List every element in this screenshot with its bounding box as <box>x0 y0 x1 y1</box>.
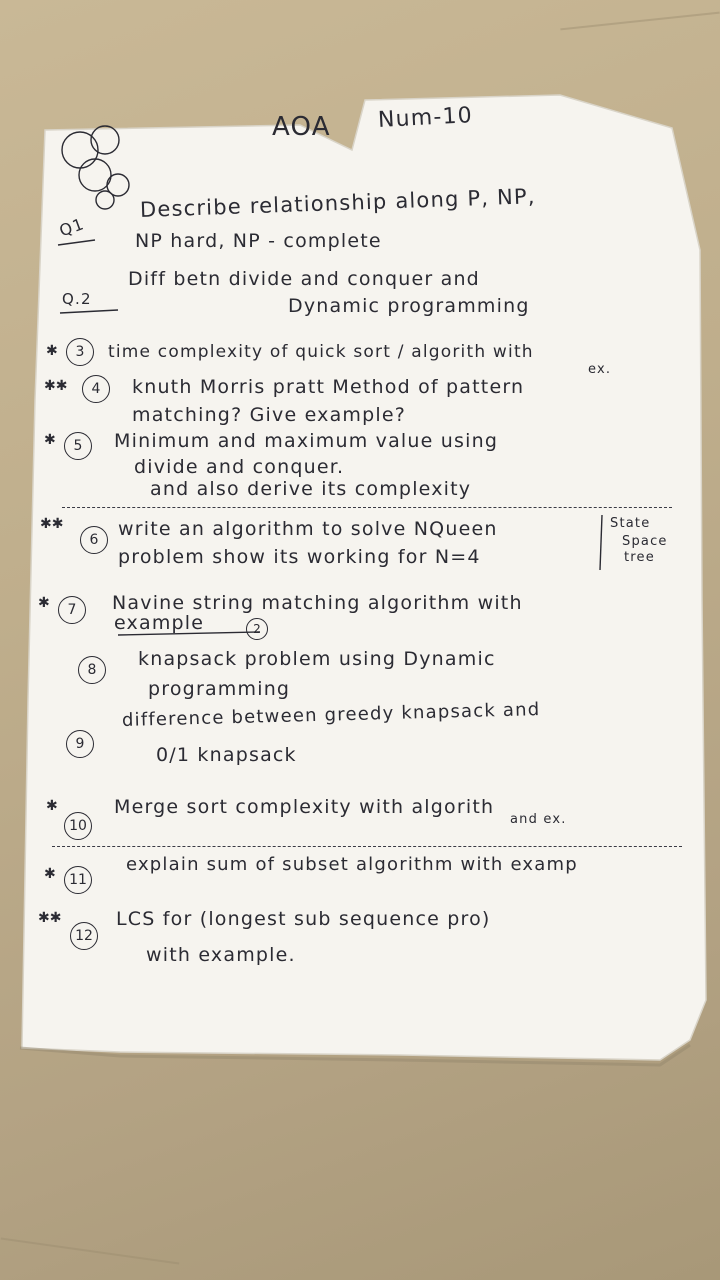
q6-note-tree: tree <box>624 550 655 565</box>
star-mark: ✱ <box>46 798 58 814</box>
q1-number: Q1 <box>56 213 87 241</box>
q8-line2: programming <box>148 678 291 700</box>
q3-line1: time complexity of quick sort / algorith with <box>108 342 534 362</box>
q5-line2: divide and conquer. <box>134 456 345 478</box>
q11-line1: explain sum of subset algorithm with examp <box>126 854 578 875</box>
star-mark: ✱ <box>46 343 58 359</box>
q3-note: ex. <box>588 362 612 377</box>
q10-note: and ex. <box>510 812 567 827</box>
q7-note: 2 <box>246 618 268 640</box>
q1-line1: Describe relationship along P, NP, <box>139 184 536 222</box>
q8-number: 8 <box>78 656 106 684</box>
q9-number: 9 <box>66 730 94 758</box>
star-mark: ✱✱ <box>40 516 64 532</box>
star-mark: ✱ <box>44 432 56 448</box>
q3-number: 3 <box>66 338 94 366</box>
q6-number: 6 <box>80 526 108 554</box>
q12-line1: LCS for (longest sub sequence pro) <box>116 908 491 930</box>
q8-line1: knapsack problem using Dynamic <box>138 648 496 670</box>
divider-line <box>62 507 672 508</box>
q5-line3: and also derive its complexity <box>150 478 472 500</box>
q6-note-state: State <box>610 516 651 531</box>
q9-line1: difference between greedy knapsack and <box>121 699 541 731</box>
star-mark: ✱✱ <box>44 378 68 394</box>
q12-line2: with example. <box>146 944 296 966</box>
q5-line1: Minimum and maximum value using <box>114 430 499 452</box>
star-mark: ✱ <box>44 866 56 882</box>
q10-line1: Merge sort complexity with algorith <box>114 796 495 818</box>
star-mark: ✱ <box>38 595 50 611</box>
q6-note-space: Space <box>622 534 668 549</box>
q7-number: 7 <box>58 596 86 624</box>
q7-line1: Navine string matching algorithm with <box>112 592 523 614</box>
q2-line2: Dynamic programming <box>288 295 530 317</box>
header-subtitle: Num-10 <box>377 103 474 133</box>
q4-line2: matching? Give example? <box>132 404 407 426</box>
header-title: AOA <box>272 112 331 142</box>
q5-number: 5 <box>64 432 92 460</box>
q9-line2: 0/1 knapsack <box>156 744 297 766</box>
q4-number: 4 <box>82 375 110 403</box>
divider-line <box>52 846 682 847</box>
q11-number: 11 <box>64 866 92 894</box>
star-mark: ✱✱ <box>38 910 62 926</box>
q10-number: 10 <box>64 812 92 840</box>
q2-line1: Diff betn divide and conquer and <box>128 268 480 290</box>
q2-number: Q.2 <box>62 290 92 308</box>
q12-number: 12 <box>70 922 98 950</box>
q6-line1: write an algorithm to solve NQueen <box>118 518 498 540</box>
q6-line2: problem show its working for N=4 <box>118 546 481 568</box>
q7-line2: example <box>114 612 205 634</box>
q4-line1: knuth Morris pratt Method of pattern <box>132 376 525 398</box>
q1-line2: NP hard, NP - complete <box>135 230 382 252</box>
